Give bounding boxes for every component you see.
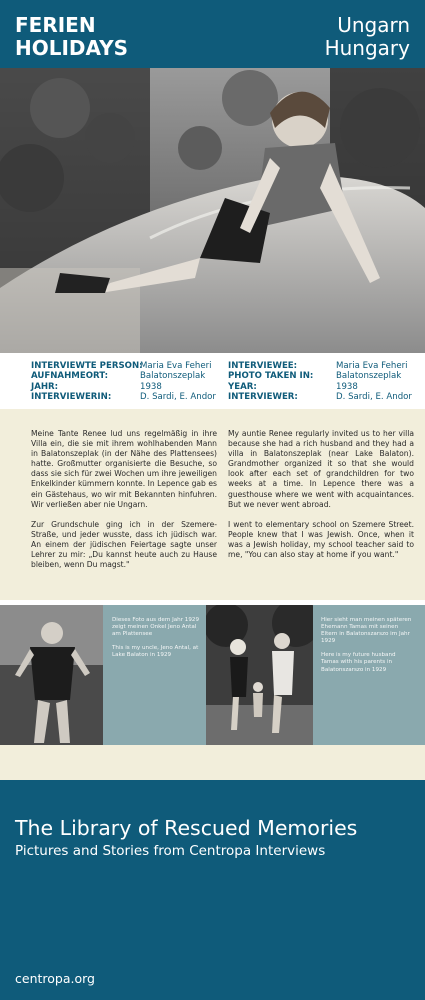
footer-title: The Library of Rescued Memories: [15, 816, 358, 840]
story-de: [31, 429, 217, 570]
meta-value: 1938: [140, 381, 162, 392]
country-en: Hungary: [324, 36, 410, 60]
photo-family-icon: [206, 605, 313, 745]
footer-url[interactable]: centropa.org: [15, 971, 95, 986]
story-en: [228, 429, 414, 560]
photo-family: [206, 605, 313, 745]
meta-value: Maria Eva Feheri: [336, 361, 408, 371]
meta-de-labels: [31, 361, 143, 403]
photo-girl-on-car-icon: [0, 68, 425, 353]
footer-subtitle: Pictures and Stories from Centropa Interviews: [15, 843, 326, 859]
meta-value: D. Sardi, E. Andor: [336, 392, 412, 403]
story-paragraph: Meine Tante Renee lud uns regelmäßig in ihre Villa ein, die sie mit ihrem wohlhabenden Mann in Balatonszeplak (in der Nähe des Plattensees) hatte. Großmutter organisierte die Besuche, so dass sie sich für zwei Wochen um ihre jeweiligen Enkelkinder kümmern konnte. In Lepence gab es ein Gästehaus, wo wir mit Bekannten hinfuhren. Wir verließen aber nie Ungarn.: [31, 429, 217, 509]
meta-label: YEAR:: [228, 381, 257, 392]
meta-label: AUFNAHMEORT:: [31, 371, 109, 382]
caption-text: Dieses Foto aus dem Jahr 1929 zeigt meinen Onkel Jeno Antal am Plattensee: [112, 617, 200, 638]
caption-uncle: [112, 617, 204, 659]
caption-text: Here is my future husband Tamas with his parents in Balatonszarszo in 1929: [321, 652, 396, 673]
photo-uncle: [0, 605, 103, 745]
meta-label: INTERVIEWER:: [228, 392, 298, 403]
story-paragraph: I went to elementary school on Szemere Street. People knew that I was Jewish. Once, when it was a Jewish holiday, my school teacher said to me, "You can also stay at home if you want.": [228, 519, 414, 560]
caption-text: This is my uncle, Jeno Antal, at Lake Balaton in 1929: [112, 645, 199, 659]
meta-value: Balatonszeplak: [336, 371, 402, 382]
footer: [0, 780, 425, 1000]
title-de: FERIEN: [15, 13, 96, 37]
caption-text: Hier sieht man meinen späteren Ehemann Tamas mit seinen Eltern in Balatonszarszo im Jahr 1929: [321, 617, 412, 645]
main-photo: [0, 68, 425, 353]
story-paragraph: Zur Grundschule ging ich in der Szemere-Straße, und jeder wusste, dass ich jüdisch war. An einem der jüdischen Feiertage sagte unser Lehrer zu mir: „Du kannst heute auch zu Hause bleiben, wenn Du magst.": [31, 519, 217, 570]
divider-band: [0, 745, 425, 780]
meta-label: INTERVIEWERIN:: [31, 392, 112, 403]
meta-label: JAHR:: [31, 381, 59, 392]
header-bar: [0, 0, 425, 68]
header-title: [15, 14, 128, 60]
photo-uncle-icon: [0, 605, 103, 745]
meta-label: INTERVIEWEE:: [228, 361, 298, 371]
story-paragraph: My auntie Renee regularly invited us to her villa because she had a rich husband and they had a villa in Balatonszeplak (near Lake Balaton). Grandmother organized it so that she would look after each set of grandchildren for two weeks at a time. In Lepence there was a guesthouse where we went with acquaintances. But we never went abroad.: [228, 429, 414, 509]
story-section: [0, 409, 425, 600]
meta-value: D. Sardi, E. Andor: [140, 392, 216, 403]
country-de: Ungarn: [337, 13, 410, 37]
meta-de-values: [140, 361, 216, 403]
title-en: HOLIDAYS: [15, 36, 128, 60]
meta-en-labels: [228, 361, 313, 403]
interview-meta: [0, 353, 425, 409]
caption-family: [321, 617, 413, 674]
meta-en-values: [336, 361, 412, 403]
meta-label: PHOTO TAKEN IN:: [228, 371, 314, 382]
header-country: [325, 14, 410, 60]
photo-strip: [0, 605, 425, 745]
meta-value: Balatonszeplak: [140, 371, 206, 382]
meta-value: Maria Eva Feheri: [140, 361, 212, 371]
meta-label: INTERVIEWTE PERSON:: [31, 361, 143, 371]
meta-value: 1938: [336, 381, 358, 392]
